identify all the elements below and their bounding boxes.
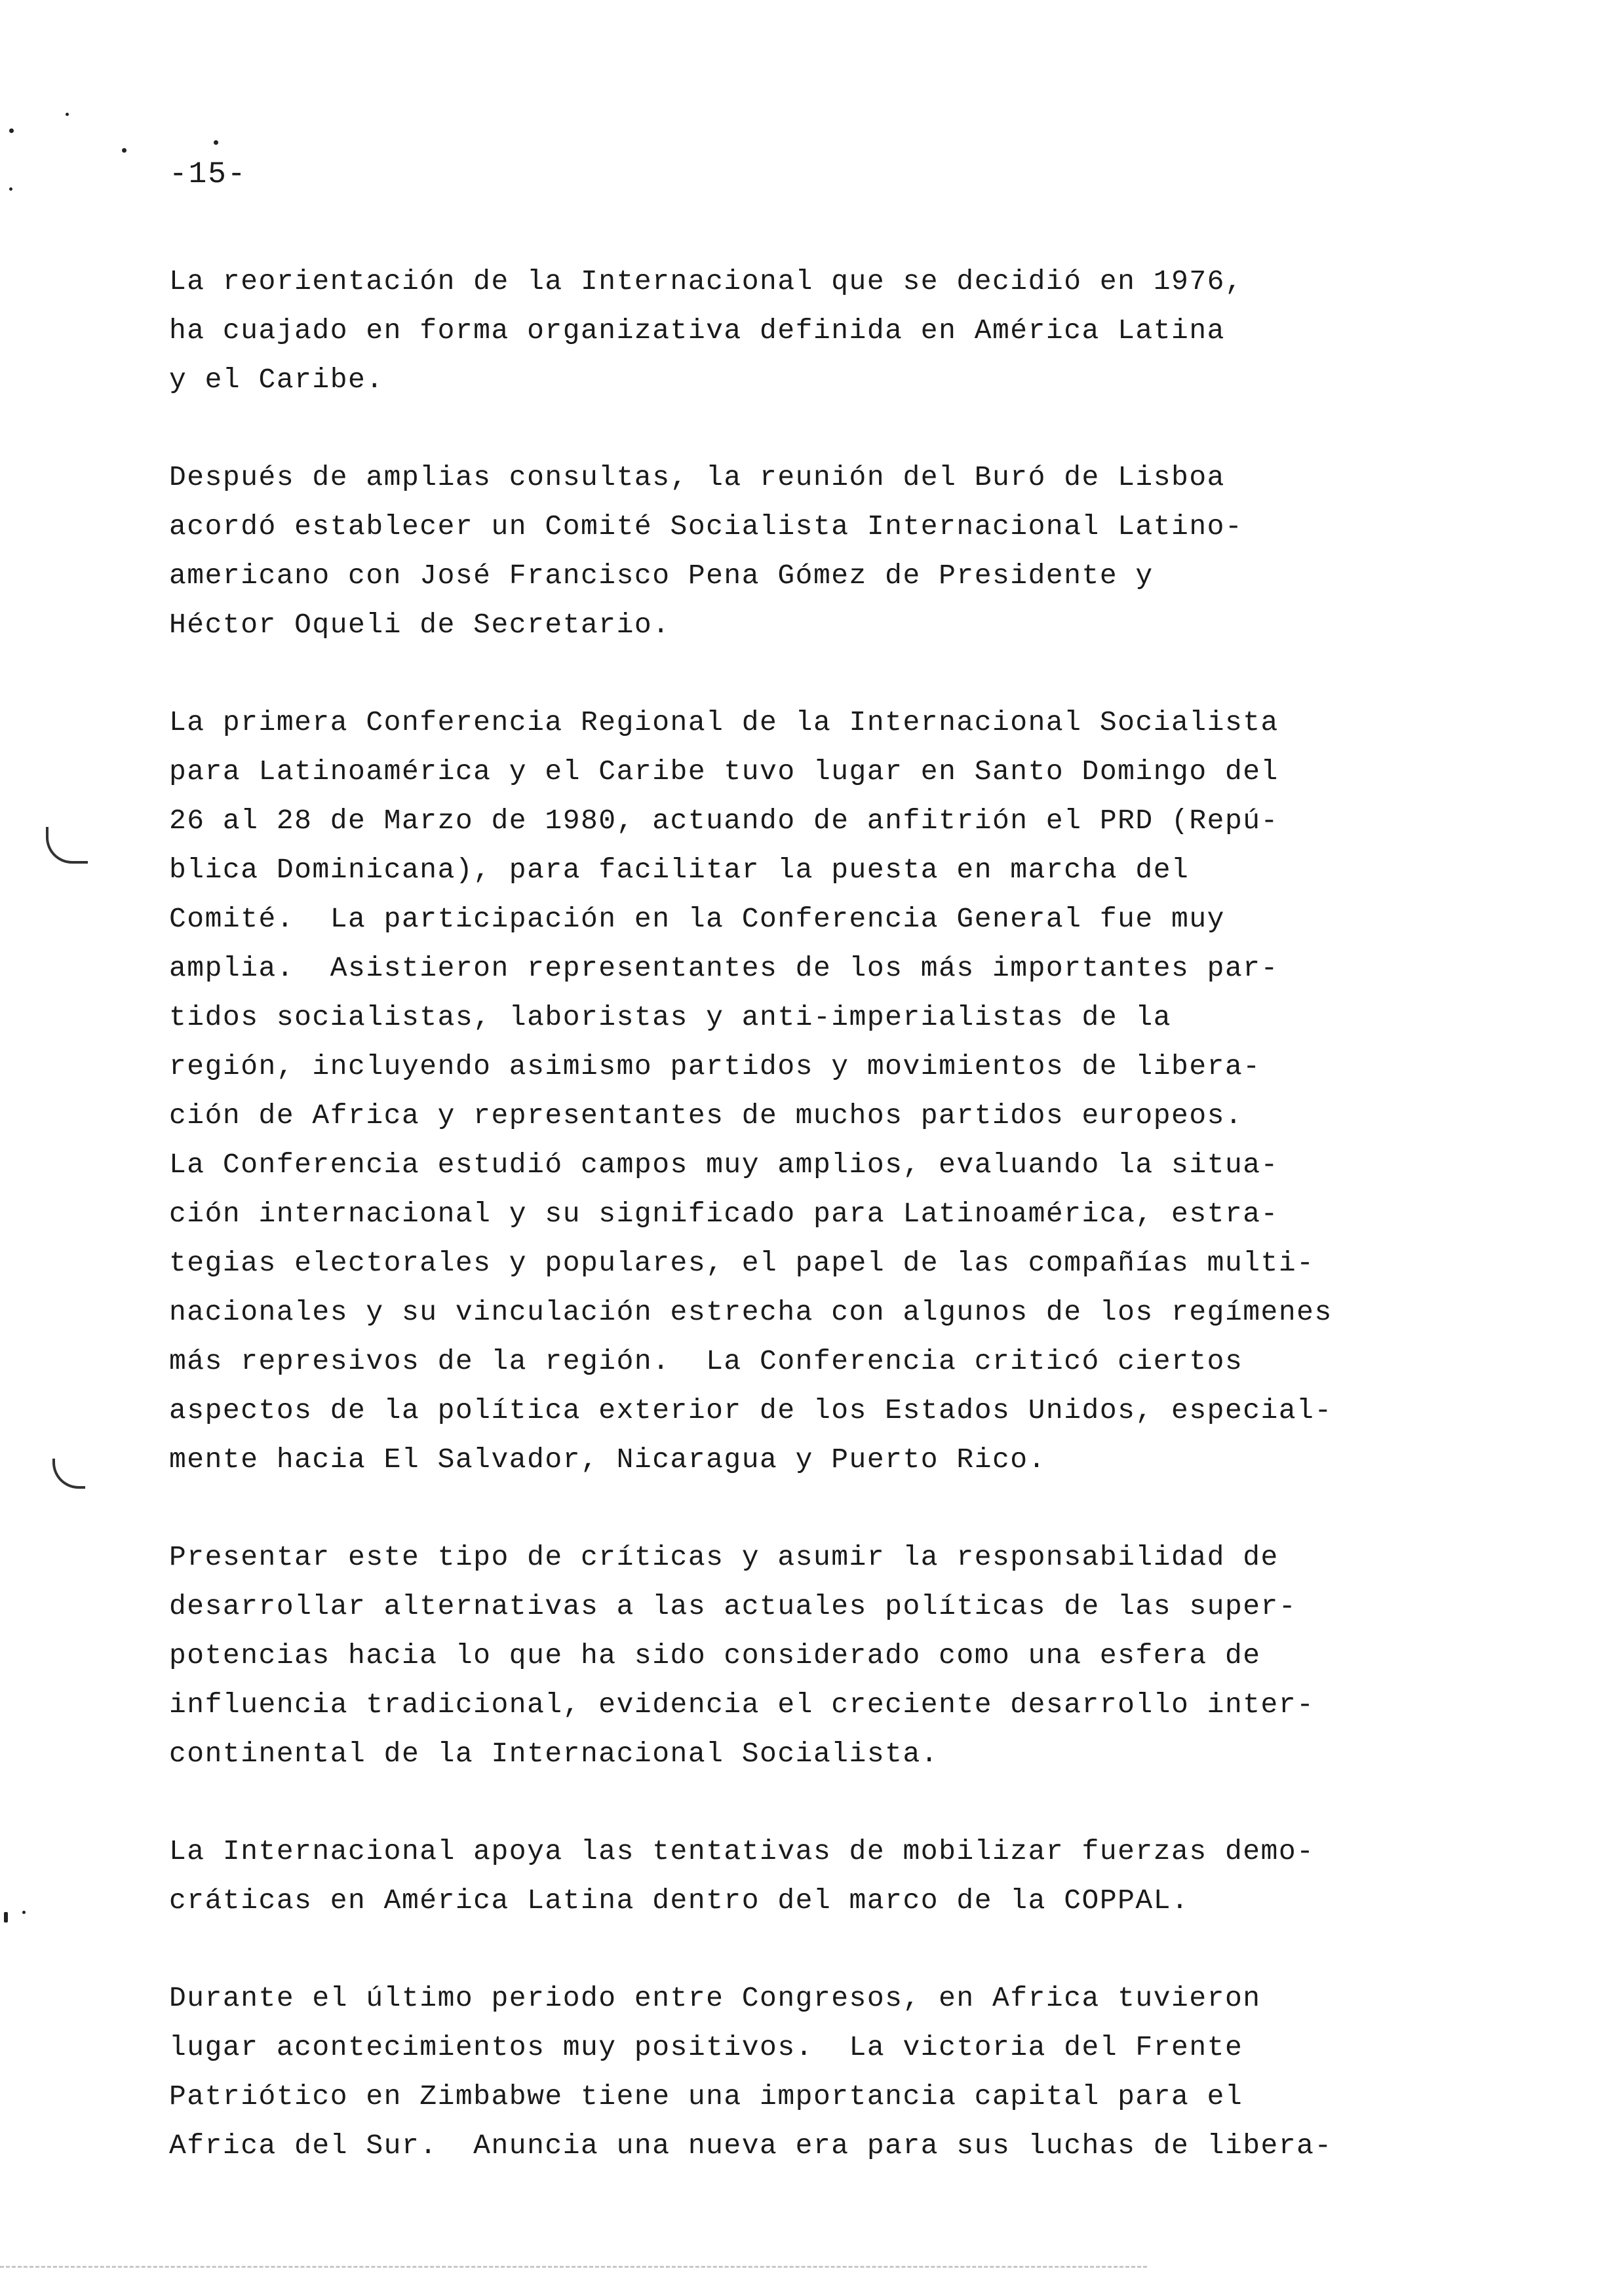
scan-speck [214,140,218,145]
scan-speck [9,128,14,133]
text-line: Presentar este tipo de críticas y asumir la responsabilidad de [169,1541,1279,1573]
text-line: desarrollar alternativas a las actuales políticas de las super- [169,1590,1297,1622]
text-line: americano con José Francisco Pena Gómez de Presidente y [169,560,1154,592]
text-line: acordó establecer un Comité Socialista Internacional Latino- [169,510,1243,543]
text-line: influencia tradicional, evidencia el creciente desarrollo inter- [169,1689,1315,1721]
page-number: -15- [169,157,247,191]
text-line: potencias hacia lo que ha sido considerado como una esfera de [169,1639,1261,1672]
scan-margin-mark [46,827,88,864]
text-line: Héctor Oqueli de Secretario. [169,609,671,641]
text-line: 26 al 28 de Marzo de 1980, actuando de anfitrión el PRD (Repú- [169,805,1279,837]
text-line: La Internacional apoya las tentativas de mobilizar fuerzas demo- [169,1835,1315,1867]
scan-speck [66,113,69,116]
text-line: ción de Africa y representantes de muchos partidos europeos. [169,1100,1243,1132]
text-line: Africa del Sur. Anuncia una nueva era para sus luchas de libera- [169,2130,1333,2162]
text-line: Durante el último periodo entre Congresos, en Africa tuvieron [169,1982,1261,2014]
text-line: amplia. Asistieron representantes de los más importantes par- [169,952,1279,984]
paragraph [169,1533,1506,1778]
text-line: más represivos de la región. La Conferencia criticó ciertos [169,1345,1243,1377]
text-line: ción internacional y su significado para Latinoamérica, estra- [169,1198,1279,1230]
scan-speck [9,187,12,191]
scan-speck [122,148,126,153]
paragraph [169,453,1506,649]
paragraph [169,698,1506,1484]
text-line: mente hacia El Salvador, Nicaragua y Puerto Rico. [169,1444,1046,1476]
text-line: región, incluyendo asimismo partidos y movimientos de libera- [169,1050,1261,1082]
text-line: Patriótico en Zimbabwe tiene una importancia capital para el [169,2080,1243,2113]
paragraph [169,1974,1506,2170]
scan-speck [22,1911,26,1914]
text-line: tidos socialistas, laboristas y anti-imperialistas de la [169,1001,1172,1033]
text-line: La primera Conferencia Regional de la Internacional Socialista [169,706,1279,738]
text-line: nacionales y su vinculación estrecha con algunos de los regímenes [169,1296,1333,1328]
text-line: La Conferencia estudió campos muy amplios, evaluando la situa- [169,1149,1279,1181]
text-line: tegias electorales y populares, el papel de las compañías multi- [169,1247,1315,1279]
text-line: ha cuajado en forma organizativa definida en América Latina [169,315,1225,347]
scan-bottom-artifact [0,2266,1147,2268]
document-body [169,257,1506,2219]
text-line: lugar acontecimientos muy positivos. La victoria del Frente [169,2031,1243,2063]
text-line: aspectos de la política exterior de los Estados Unidos, especial- [169,1394,1333,1426]
text-line: para Latinoamérica y el Caribe tuvo lugar en Santo Domingo del [169,756,1279,788]
text-line: Después de amplias consultas, la reunión del Buró de Lisboa [169,461,1225,493]
text-line: blica Dominicana), para facilitar la puesta en marcha del [169,854,1190,886]
scan-margin-mark [52,1459,85,1489]
text-line: continental de la Internacional Socialista. [169,1738,939,1770]
text-line: y el Caribe. [169,364,384,396]
text-line: Comité. La participación en la Conferencia General fue muy [169,903,1225,935]
scan-speck [4,1912,8,1923]
text-line: La reorientación de la Internacional que se decidió en 1976, [169,265,1243,297]
paragraph [169,257,1506,404]
paragraph [169,1827,1506,1925]
text-line: cráticas en América Latina dentro del marco de la COPPAL. [169,1885,1190,1917]
